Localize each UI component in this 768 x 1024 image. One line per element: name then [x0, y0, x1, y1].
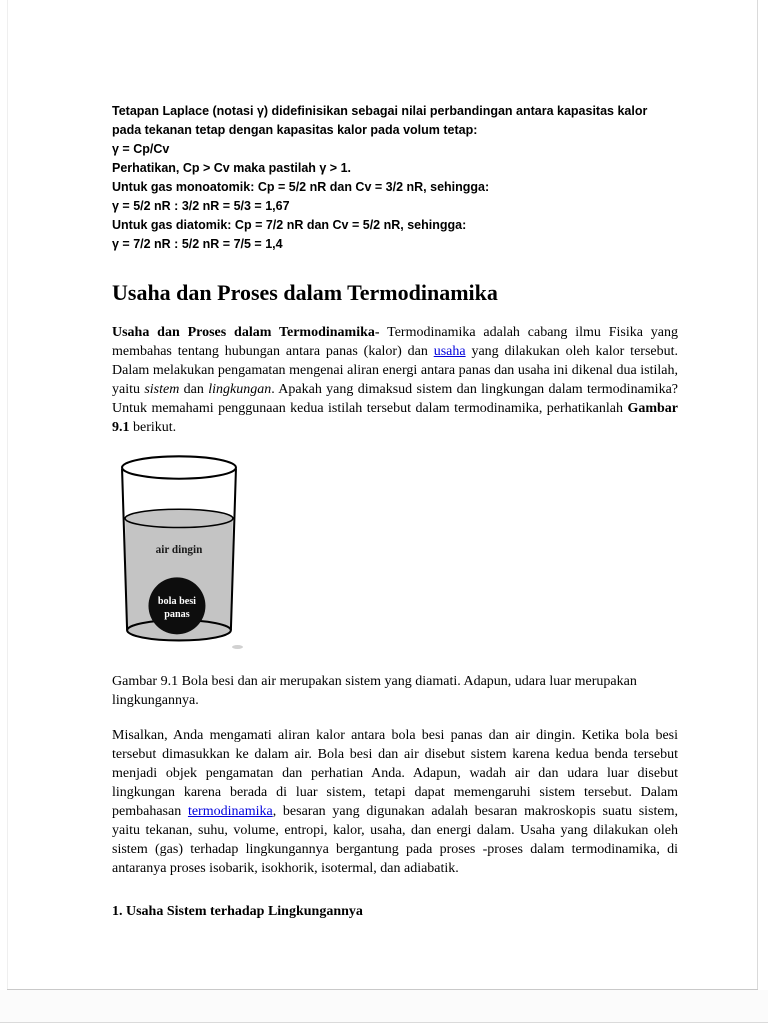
termodinamika-link[interactable]: termodinamika [187, 804, 273, 819]
intro-lead-bold: Usaha dan Proses dalam Termodinamika- [112, 325, 380, 340]
ball-label-line1: bola besi [157, 595, 197, 607]
figure-9-1 [120, 455, 260, 660]
water-surface [125, 509, 233, 527]
intro-text-3: dan [179, 382, 209, 397]
next-page-edge [0, 1022, 768, 1023]
section-heading: 1. Usaha Sistem terhadap Lingkungannya [112, 904, 363, 919]
page-border-left [7, 0, 8, 989]
ball-label-line2: panas [164, 609, 190, 621]
laplace-section [112, 102, 678, 254]
page-title: Usaha dan Proses dalam Termodinamika [112, 280, 498, 305]
scan-smudge [232, 645, 243, 649]
diatomic-result: γ = 7/2 nR : 5/2 nR = 7/5 = 1,4 [112, 237, 283, 251]
figure-caption: Gambar 9.1 Bola besi dan air merupakan sistem yang diamati. Adapun, udara luar merupakan lingkungannya. [112, 674, 637, 708]
glass-illustration [120, 455, 238, 655]
page-gap [0, 990, 768, 1022]
body-text-1: Misalkan, Anda mengamati aliran kalor antara bola besi panas dan air dingin. Ketika bola besi tersebut dimasukkan ke dalam air. Bola besi dan air disebut sistem karena kedua benda tersebut menjadi objek pengamatan dan perhatian Anda. Adapun, wadah air dan udara luar disebut lingkungan karena berada di luar sistem, tetapi dapat memengaruhi sistem tersebut. Dalam pembahasan [112, 728, 678, 819]
intro-text-5: berikut. [129, 420, 177, 435]
water-label: air dingin [155, 543, 203, 556]
body-text-2: , besaran yang digunakan adalah besaran makroskopis suatu sistem, yaitu tekanan, suhu, volume, entropi, kalor, usaha, dan energi dalam. Usaha yang dilakukan oleh sistem (gas) terhadap lingkungannya bergantung pada proses -proses dalam termodinamika, di antaranya proses isobarik, isokhorik, isotermal, dan adiabatik. [112, 804, 678, 876]
monoatomic-result: γ = 5/2 nR : 3/2 nR = 5/3 = 1,67 [112, 199, 290, 213]
intro-text-4: . Apakah yang dimaksud sistem dan lingkungan dalam termodinamika? Untuk memahami penggunaan kedua istilah tersebut dalam termodinamika, perhatikanlah [112, 382, 678, 416]
diatomic-line: Untuk gas diatomik: Cp = 7/2 nR dan Cv = 5/2 nR, sehingga: [112, 218, 467, 232]
glass-rim [122, 456, 236, 478]
intro-text-2: yang dilakukan oleh kalor tersebut. Dalam melakukan pengamatan mengenai aliran energi antara panas dan usaha ini dikenal dua istilah, yaitu [112, 344, 679, 397]
sistem-italic: sistem [144, 382, 180, 397]
usaha-link[interactable]: usaha [433, 344, 466, 359]
laplace-definition: Tetapan Laplace (notasi γ) didefinisikan sebagai nilai perbandingan antara kapasitas kalor pada tekanan tetap dengan kapasitas kalor pada volum tetap: [112, 104, 648, 137]
intro-text-1: Termodinamika adalah cabang ilmu Fisika yang membahas tentang hubungan antara panas (kalor) dan [112, 325, 679, 359]
page-content [112, 102, 678, 921]
laplace-note: Perhatikan, Cp > Cv maka pastilah γ > 1. [112, 161, 351, 175]
intro-paragraph [112, 323, 678, 437]
lingkungan-italic: lingkungan [208, 382, 272, 397]
monoatomic-line: Untuk gas monoatomik: Cp = 5/2 nR dan Cv = 3/2 nR, sehingga: [112, 180, 490, 194]
body-paragraph [112, 726, 678, 878]
page-border-right [757, 0, 758, 989]
gambar-ref-bold: Gambar 9.1 [112, 401, 678, 435]
laplace-formula: γ = Cp/Cv [112, 142, 170, 156]
